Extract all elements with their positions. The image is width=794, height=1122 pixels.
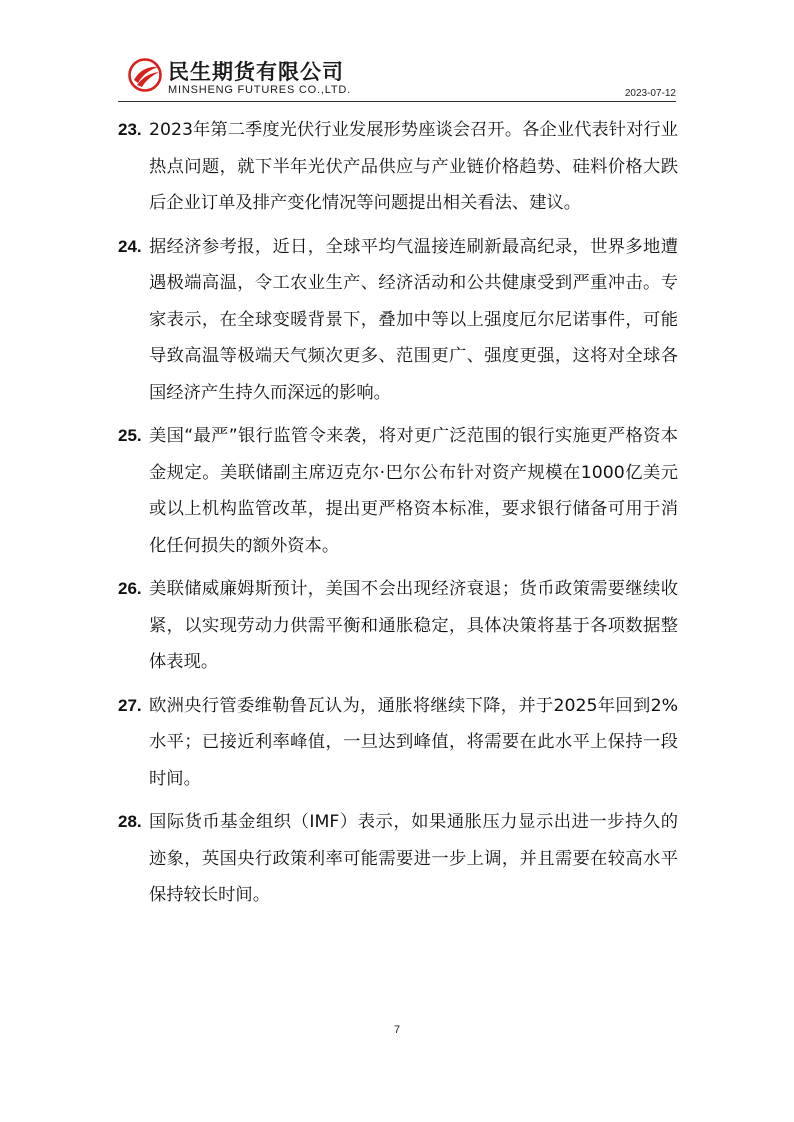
item-number: 25. — [118, 426, 142, 445]
company-name-cn: 民生期货有限公司 — [168, 60, 344, 84]
minsheng-logo-icon — [128, 58, 162, 92]
item-text: 美国“最严”银行监管令来袭，将对更广泛范围的银行实施更严格资本金规定。美联储副主席迈克尔·巴尔公布针对资产规模在1000亿美元或以上机构监管改革，提出更严格资本标准，要求银行储备可用于消化任何损失的额外资本。 — [149, 426, 678, 556]
company-name-en: MINSHENG FUTURES CO.,LTD. — [168, 84, 351, 96]
news-item — [118, 112, 678, 222]
item-number: 28. — [118, 812, 142, 831]
news-item — [118, 688, 678, 798]
item-number: 26. — [118, 579, 142, 598]
report-date: 2023-07-12 — [624, 88, 676, 99]
news-item — [118, 229, 678, 412]
item-number: 23. — [118, 120, 142, 139]
item-text: 2023年第二季度光伏行业发展形势座谈会召开。各企业代表针对行业热点问题，就下半年光伏产品供应与产业链价格趋势、硅料价格大跌后企业订单及排产变化情况等问题提出相关看法、建议。 — [149, 120, 678, 213]
item-text: 欧洲央行管委维勒鲁瓦认为，通胀将继续下降，并于2025年回到2%水平；已接近利率峰值，一旦达到峰值，将需要在此水平上保持一段时间。 — [149, 695, 678, 789]
item-text: 美联储威廉姆斯预计，美国不会出现经济衰退；货币政策需要继续收紧，以实现劳动力供需平衡和通胀稳定，具体决策将基于各项数据整体表现。 — [149, 579, 678, 672]
item-number: 24. — [118, 236, 142, 256]
header-divider — [118, 101, 676, 102]
item-text: 国际货币基金组织（IMF）表示，如果通胀压力显示出进一步持久的迹象，英国央行政策利率可能需要进一步上调，并且需要在较高水平保持较长时间。 — [149, 812, 678, 905]
news-list — [118, 112, 678, 921]
item-text: 据经济参考报，近日，全球平均气温接连刷新最高纪录，世界多地遭遇极端高温，令工农业生产、经济活动和公共健康受到严重冲击。专家表示，在全球变暖背景下，叠加中等以上强度厄尔尼诺事件，可能导致高温等极端天气频次更多、范围更广、强度更强，这将对全球各国经济产生持久而深远的影响。 — [149, 236, 678, 403]
news-item — [118, 804, 678, 914]
page-header — [118, 52, 676, 102]
item-number: 27. — [118, 695, 142, 715]
page-number: 7 — [393, 1024, 401, 1036]
news-item — [118, 571, 678, 681]
news-item — [118, 418, 678, 564]
